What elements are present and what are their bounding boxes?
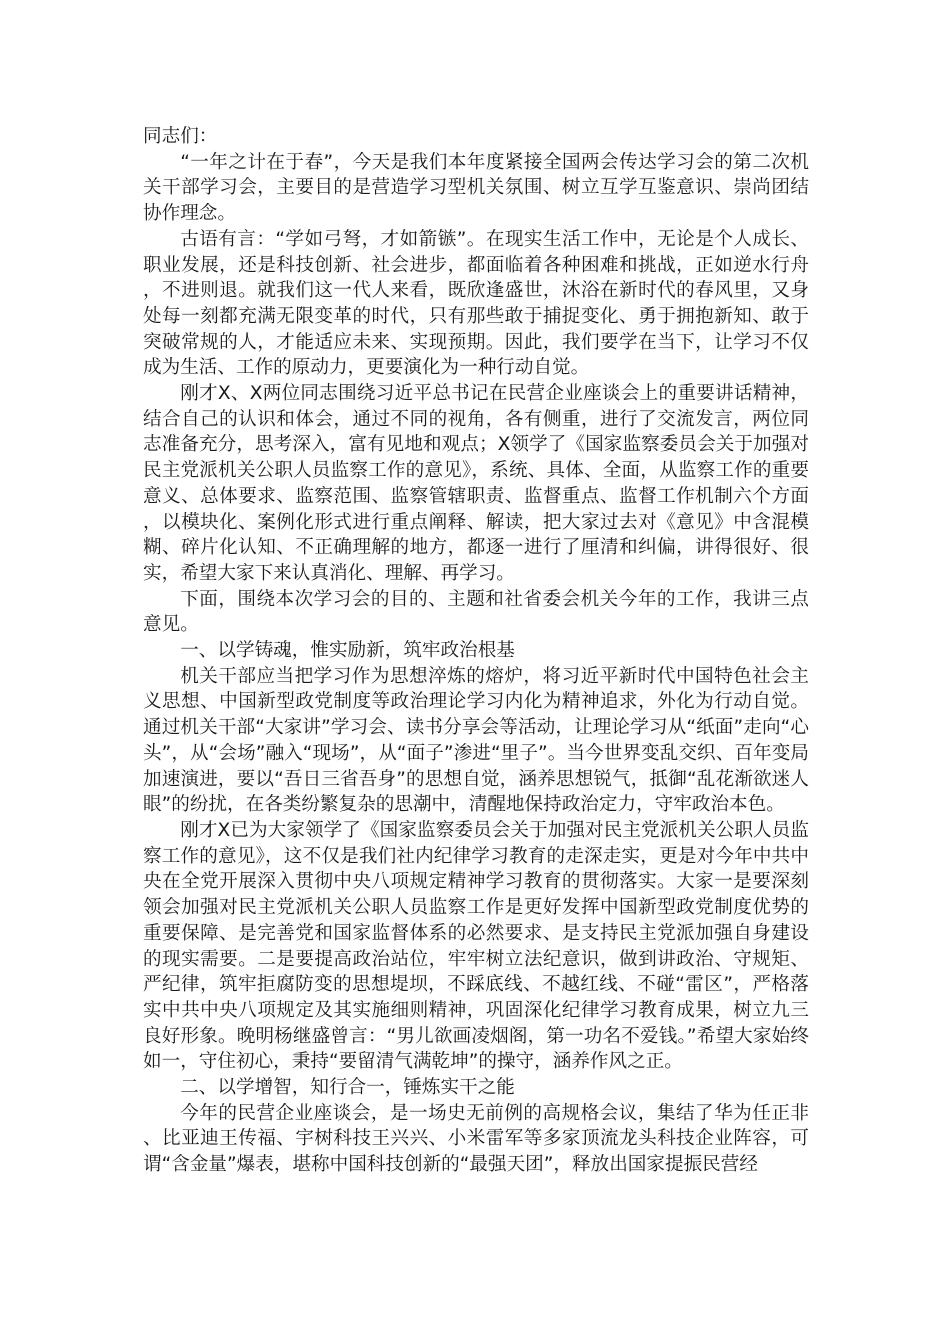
section-heading-1: 一、以学铸魂，惟实励新，筑牢政治根基: [180, 640, 515, 662]
paragraph-review: 刚才X、X两位同志围绕习近平总书记在民营企业座谈会上的重要讲话精神，结合自己的认识和体会，通过不同的视角，各有侧重，进行了交流发言，两位同志准备充分，思考深入，富有见地和观点；X领学了《国家监察委员会关于加强对民主党派机关公职人员监察工作的意见》，系统、具体、全面，从监察工作的重要意义、总体要求、监察范围、监察管辖职责、监督重点、监督工作机制六个方面，以模块化、案例化形式进行重点阐释、解读，把大家过去对《意见》中含混模糊、碎片化认知、不正确理解的地方，都逐一进行了厘清和纠偏，讲得很好、很实，希望大家下来认真消化、理解、再学习。: [143, 383, 809, 584]
salutation: 同志们：: [143, 126, 218, 147]
paragraph-section-1-a: 机关干部应当把学习作为思想淬炼的熔炉，将习近平新时代中国特色社会主义思想、中国新型政党制度等政治理论学习内化为精神追求，外化为行动自觉。通过机关干部“大家讲”学习会、读书分享会等活动，让理论学习从“纸面”走向“心头”，从“会场”融入“现场”，从“面子”渗进“里子”。当今世界变乱交织、百年变局加速演进，要以“吾日三省吾身”的思想自觉，涵养思想锐气，抵御“乱花渐欲迷人眼”的纷扰，在各类纷繁复杂的思潮中，清醒地保持政治定力，守牢政治本色。: [143, 665, 809, 816]
document-body: [143, 124, 809, 1178]
paragraph-intro: 下面，围绕本次学习会的目的、主题和社省委会机关今年的工作，我讲三点意见。: [143, 588, 809, 636]
paragraph-quote: 古语有言：“学如弓弩，才如箭镞”。在现实生活工作中，无论是个人成长、职业发展，还是科技创新、社会进步，都面临着各种困难和挑战，正如逆水行舟，不进则退。就我们这一代人来看，既欣逢盛世，沐浴在新时代的春风里，又身处每一刻都充满无限变革的时代，只有那些敢于捕捉变化、勇于拥抱新知、敢于突破常规的人，才能适应未来、实现预期。因此，我们要学在当下，让学习不仅成为生活、工作的原动力，更要演化为一种行动自觉。: [143, 228, 809, 379]
paragraph-section-1-b: 刚才X已为大家领学了《国家监察委员会关于加强对民主党派机关公职人员监察工作的意见》，这不仅是我们社内纪律学习教育的走深走实，更是对今年中共中央在全党开展深入贯彻中央八项规定精神学习教育的贯彻落实。大家一是要深刻领会加强对民主党派机关公职人员监察工作是更好发挥中国新型政党制度优势的重要保障、是完善党和国家监督体系的必然要求、是支持民主党派加强自身建设的现实需要。二是要提高政治站位，牢牢树立法纪意识，做到讲政治、守规矩、严纪律，筑牢拒腐防变的思想堤坝，不踩底线、不越红线、不碰“雷区”，严格落实中共中央八项规定及其实施细则精神，巩固深化纪律学习教育成果，树立九三良好形象。晚明杨继盛曾言：“男儿欲画凌烟阁，第一功名不爱钱。”希望大家始终如一，守住初心，秉持“要留清气满乾坤”的操守，涵养作风之正。: [143, 819, 809, 1073]
paragraph-section-2-a: 今年的民营企业座谈会，是一场史无前例的高规格会议，集结了华为任正非、比亚迪王传福、宇树科技王兴兴、小米雷军等多家顶流龙头科技企业阵容，可谓“含金量”爆表，堪称中国科技创新的“最强天团”，释放出国家提振民营经: [143, 1102, 809, 1176]
paragraph-opening: “一年之计在于春”，今天是我们本年度紧接全国两会传达学习会的第二次机关干部学习会，主要目的是营造学习型机关氛围、树立互学互鉴意识、崇尚团结协作理念。: [143, 151, 809, 225]
section-heading-2: 二、以学增智，知行合一，锤炼实干之能: [180, 1077, 515, 1099]
